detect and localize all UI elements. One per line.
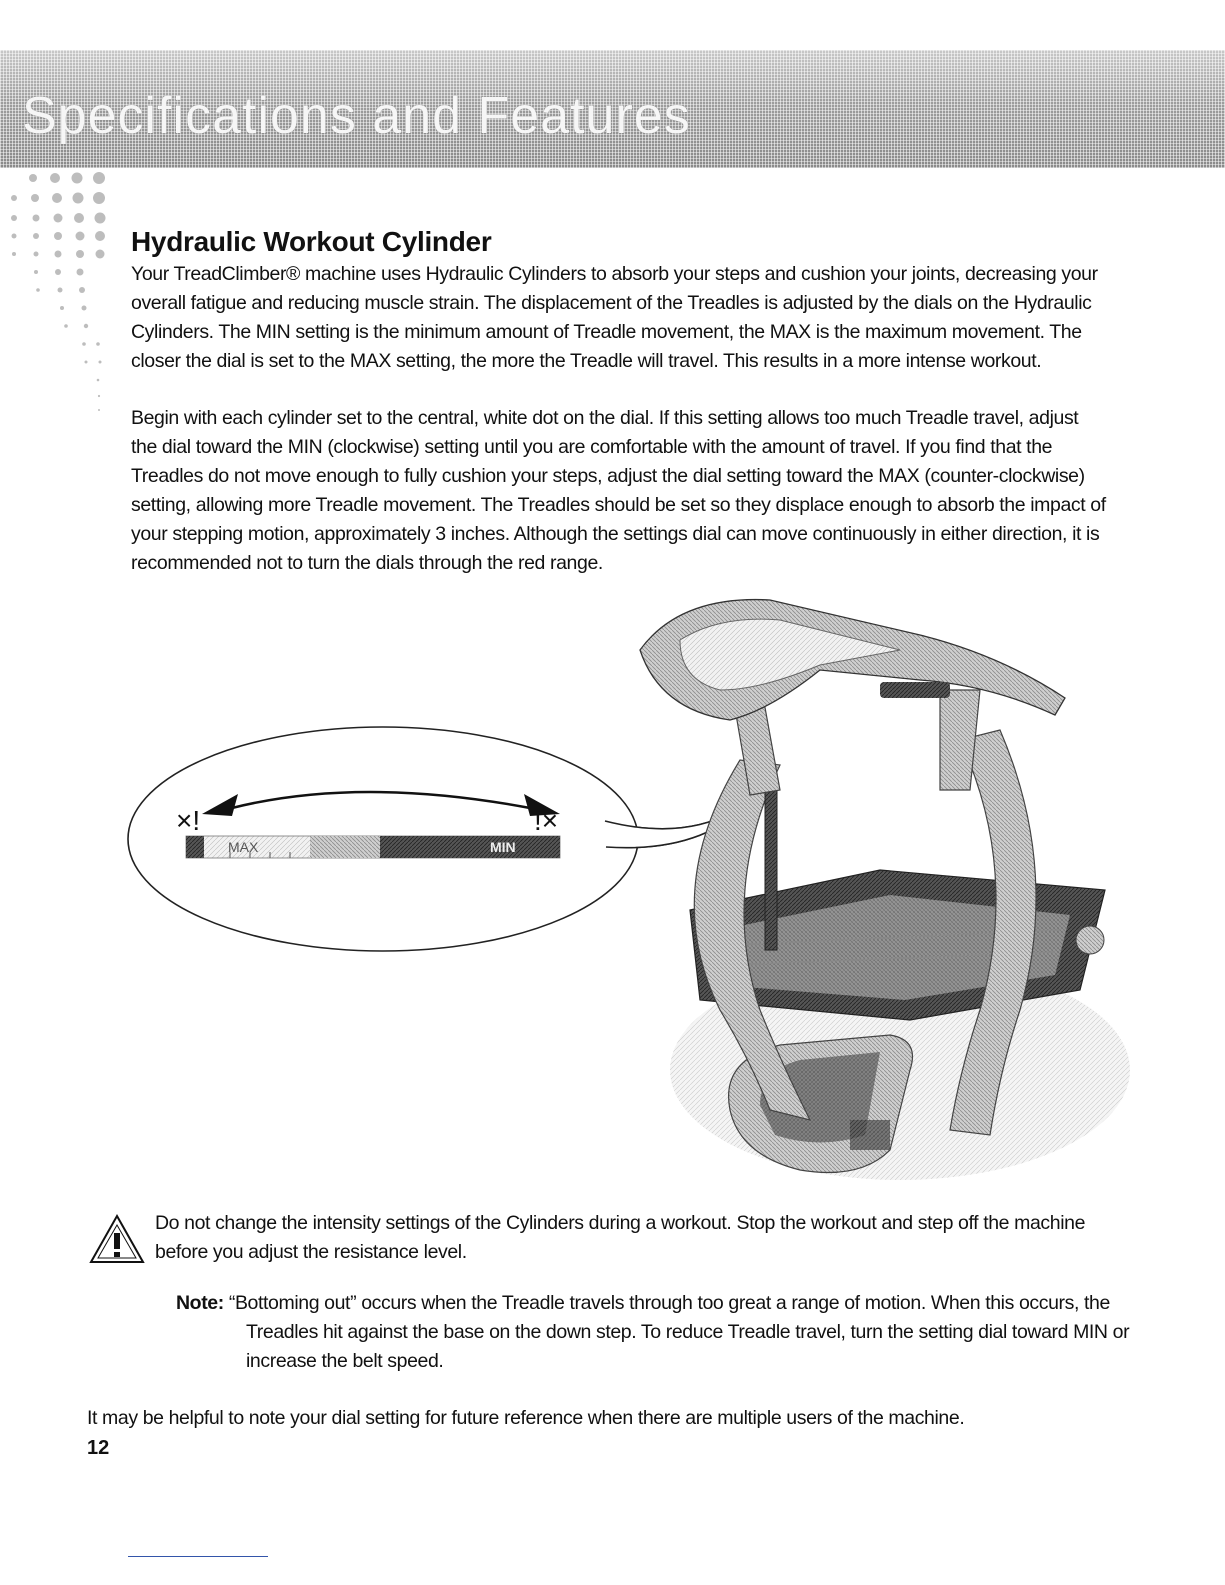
dial-scale [186, 836, 560, 858]
banner-title: Specifications and Features [22, 87, 691, 145]
decorative-dots [0, 168, 120, 418]
intro-paragraph: Your TreadClimber® machine uses Hydraulic Cylinders to absorb your steps and cushion your joints, decreasing your overall fatigue and reducing muscle strain. The displacement of the Treadles is adjusted by the dials on the Hydraulic Cylinders. The MIN setting is the minimum amount of Treadle movement, the MAX is the maximum movement. The closer the dial is set to the MAX setting, the more the Treadle will travel. This results in a more intense workout. [131, 263, 1098, 372]
machine-drawing [640, 600, 1130, 1180]
header-banner [0, 50, 1225, 168]
min-label: MIN [490, 839, 516, 855]
note-text: “Bottoming out” occurs when the Treadle travels through too great a range of motion. When this occurs, the Treadles hit against the base on the down step. To reduce Treadle travel, turn the setting dial toward MIN or increase the belt speed. [228, 1292, 1130, 1372]
instructions-paragraph: Begin with each cylinder set to the central, white dot on the dial. If this setting allows too much Treadle travel, adjust the dial toward the MIN (clockwise) setting until you are comfortable with the amount of travel. If you find that the Treadles do not move enough to fully cushion your steps, adjust the dial setting toward the MAX (counter-clockwise) setting, allowing more Treadle movement. The Treadles should be set so they displace enough to absorb the impact of your stepping motion, approximately 3 inches. Although the settings dial can move continuously in either direction, it is recommended not to turn the dials through the red range. [131, 407, 1106, 574]
note-block [176, 1289, 1176, 1376]
dial-right-mark: !× [534, 805, 559, 836]
caution-text: Do not change the intensity settings of the Cylinders during a workout. Stop the workout and step off the machine before you adjust the resistance level. [155, 1212, 1086, 1263]
page-number: 12 [87, 1437, 110, 1459]
dial-left-mark: ×! [176, 805, 201, 836]
warning-icon [88, 1213, 146, 1265]
section-heading: Hydraulic Workout Cylinder [131, 226, 492, 257]
footer-rule [128, 1556, 268, 1557]
note-label: Note: [176, 1292, 224, 1314]
treadclimber-illustration [120, 590, 1130, 1210]
closing-sentence: It may be helpful to note your dial setting for future reference when there are multiple users of the machine. [87, 1407, 965, 1429]
max-label: MAX [228, 839, 259, 855]
